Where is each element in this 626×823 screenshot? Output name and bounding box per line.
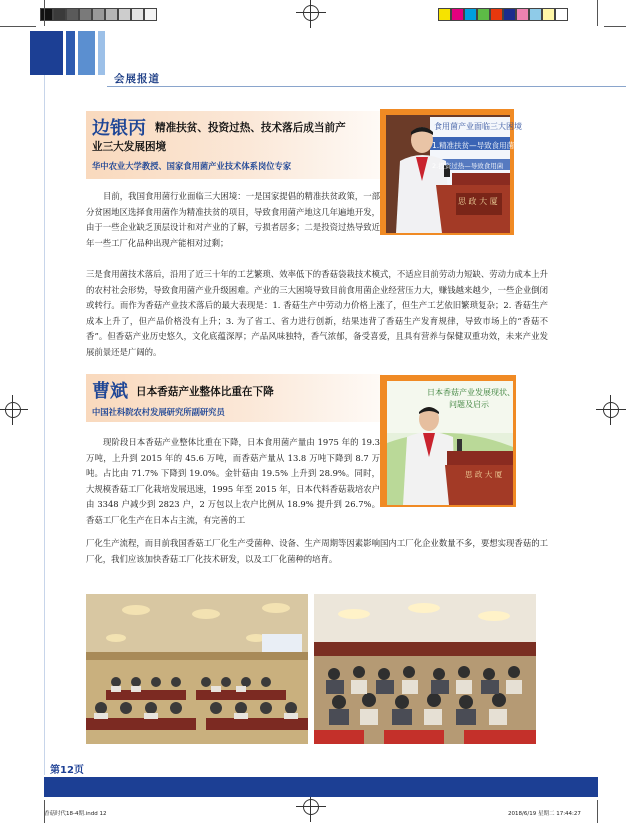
article1-screen-text-3: 2.投资过热—导致食用菌 bbox=[432, 162, 504, 170]
color-swatch bbox=[131, 8, 144, 21]
trim-mark bbox=[597, 0, 598, 26]
color-swatch bbox=[438, 8, 451, 21]
color-swatch bbox=[92, 8, 105, 21]
color-swatch bbox=[516, 8, 529, 21]
trim-mark bbox=[597, 800, 598, 823]
file-slug: 香菇时代18-4期.indd 12 bbox=[44, 811, 107, 817]
article1-paragraph-narrow: 目前，我国食用菌行业面临三大困境：一是国家提倡的精准扶贫政策，一部分贫困地区选择食用菌作为精准扶贫的项目，导致食用菌产地这几年遍地开发，由于一些企业缺乏顶层设计和对产业的了解，亏损者居多；二是投资过热导致近年一些工厂化品种出现产能相对过剩； bbox=[86, 191, 380, 248]
article1-affiliation: 华中农业大学教授、国家食用菌产业技术体系岗位专家 bbox=[92, 161, 292, 171]
article1-headline-line1: 精准扶贫、投资过热、技术落后成当前产 bbox=[155, 122, 346, 134]
color-swatch bbox=[555, 8, 568, 21]
article2-speaker-photo bbox=[387, 381, 513, 505]
article2-speaker-name: 曹斌 bbox=[92, 381, 128, 402]
article2-paragraph-narrow: 现阶段日本香菇产业整体比重在下降，日本食用菌产量由 1975 年的 19.3 万吨，上升到 2015 年的 45.6 万吨，而香菇产量从 13.8 万吨下降到 8.7 万吨。占比由 71.7% 下降到 19.0%。金针菇由 19.5% 上升到 28.9%。同时，大规模香菇工厂化栽培发展迅速，1995 年至 2015 年，日本代料香菇栽培农户由 3348 户减少到 2823 户，2 万包以上农户比例从 18.9% 提升到 26.7%。香菇工厂化生产在日本占主流，有完善的工 bbox=[86, 437, 380, 525]
section-label: 会展报道 bbox=[114, 73, 160, 85]
color-swatch bbox=[66, 8, 79, 21]
registration-mark-left bbox=[2, 399, 24, 421]
print-timestamp: 2018/6/19 星期二 17:44:27 bbox=[508, 811, 581, 817]
article2-screen-text-1: 日本香菇产业发展现状、 bbox=[427, 388, 515, 397]
color-swatch bbox=[490, 8, 503, 21]
color-swatch bbox=[503, 8, 516, 21]
header-block-pale bbox=[98, 31, 105, 75]
trim-mark bbox=[0, 26, 36, 27]
header-block-mid bbox=[66, 31, 75, 75]
color-swatch bbox=[542, 8, 555, 21]
color-swatch bbox=[451, 8, 464, 21]
article1-screen-text-2: 1.精准扶贫—导致食用菌 bbox=[432, 141, 515, 150]
article1-podium-text: 思 政 大 厦 bbox=[458, 197, 498, 206]
trim-mark bbox=[604, 26, 626, 27]
article2-screen-text-2: 问题及启示 bbox=[449, 400, 489, 409]
article2-paragraph-full: 厂化生产流程，而目前我国香菇工厂化生产受菌种、设备、生产周期等因素影响国内工厂化企业数量不多，要想实现香菇的工厂化，我们应该加快香菇工厂化技术研发，以及工厂化菌种的培育。 bbox=[86, 538, 548, 564]
article1-paragraph-full: 三是食用菌技术落后，沿用了近三十年的工艺繁琐、效率低下的香菇袋栽技术模式，不适应目前劳动力短缺、劳动力成本上升的农村社会形势，导致食用菌产业升级困难。产业的三大困境导致目前食用菌企业经营压力大，赚钱越来越少，一些企业倒闭或转行。而作为香菇产业技术落后的最大表现是：1. 香菇生产中劳动力价格上涨了，但生产工艺依旧繁琐复杂；2. 香菇生产成本上升了，但产品价格没有上升；3. 为了省工、省力进行创新，结果违背了香菇生产发育规律，导致市场上的“香菇不香”。但香菇产业历史悠久，文化底蕴深厚；产品风味独特，香气浓郁，备受喜爱，且具有营养与保健双重功效，未来产业发展前景还是广阔的。 bbox=[86, 269, 548, 357]
article1-screen-text-1: 食用菌产业面临三大困境 bbox=[434, 122, 522, 131]
header-block-light bbox=[78, 31, 95, 75]
article1-speaker-name: 边银丙 bbox=[92, 118, 146, 139]
audience-photo-right bbox=[314, 594, 536, 744]
audience-photo-left bbox=[86, 594, 308, 744]
registration-mark-top bbox=[300, 2, 322, 24]
margin-guide bbox=[44, 75, 45, 775]
page-number: 第12页 bbox=[50, 765, 84, 776]
color-swatch bbox=[79, 8, 92, 21]
color-swatch bbox=[118, 8, 131, 21]
registration-mark-bottom bbox=[300, 796, 322, 818]
article1-speaker-photo bbox=[386, 115, 522, 233]
color-swatch bbox=[464, 8, 477, 21]
article2-podium-text: 思 政 大 厦 bbox=[465, 470, 503, 479]
header-block-dark bbox=[30, 31, 63, 75]
section-divider bbox=[107, 86, 626, 87]
color-swatch bbox=[53, 8, 66, 21]
color-swatch bbox=[477, 8, 490, 21]
cmyk-color-bar bbox=[438, 8, 568, 21]
footer-bar bbox=[44, 777, 598, 797]
registration-mark-right bbox=[600, 399, 622, 421]
color-swatch bbox=[40, 8, 53, 21]
color-swatch bbox=[529, 8, 542, 21]
article2-headline: 日本香菇产业整体比重在下降 bbox=[136, 386, 274, 398]
grey-color-bar bbox=[40, 8, 157, 21]
article2-affiliation: 中国社科院农村发展研究所副研究员 bbox=[92, 407, 225, 417]
color-swatch bbox=[144, 8, 157, 21]
article1-headline-line2: 业三大发展困境 bbox=[92, 141, 167, 153]
trim-mark bbox=[44, 0, 45, 26]
color-swatch bbox=[105, 8, 118, 21]
